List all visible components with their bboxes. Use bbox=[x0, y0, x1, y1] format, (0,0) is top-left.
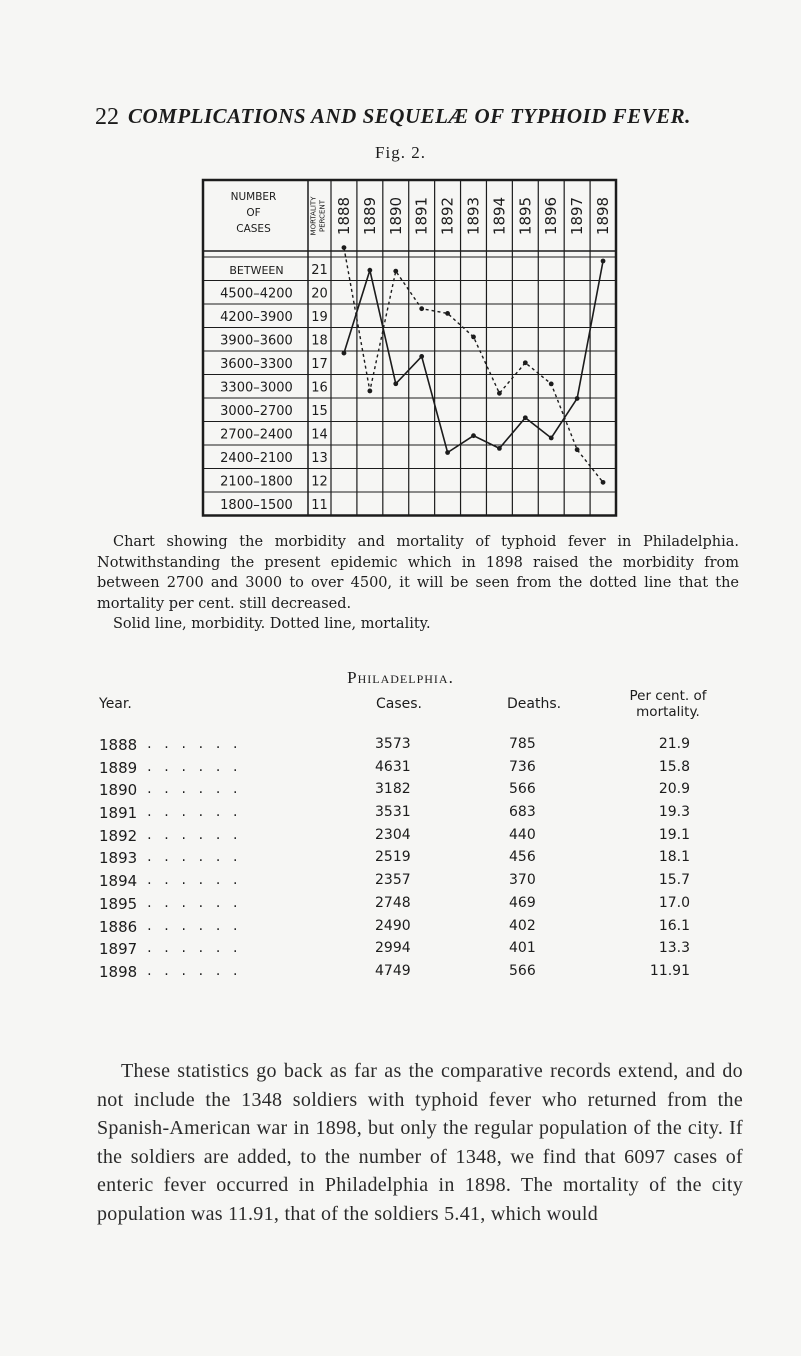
table-row bbox=[99, 918, 739, 941]
cases-cell: 2490 bbox=[375, 917, 411, 934]
statistics-table bbox=[99, 690, 739, 986]
row-range-label: BETWEEN bbox=[229, 263, 284, 277]
percent-cell: 15.8 bbox=[658, 758, 690, 775]
row-range-label: 4200–3900 bbox=[220, 309, 293, 325]
table-title: Philadelphia. bbox=[347, 668, 454, 687]
morbidity-point bbox=[445, 450, 450, 455]
mortality-tick-label: 18 bbox=[311, 333, 328, 349]
morbidity-point bbox=[342, 351, 347, 356]
row-range-label: 3300–3000 bbox=[220, 380, 293, 396]
year-tick-label: 1890 bbox=[386, 196, 405, 236]
cases-cell: 2994 bbox=[375, 940, 411, 957]
year-cell: 1890 bbox=[99, 781, 138, 800]
deaths-cell: 401 bbox=[509, 940, 536, 957]
row-range-label: 3000–2700 bbox=[220, 403, 293, 419]
mortality-tick-label: 17 bbox=[311, 356, 328, 372]
year-cell: 1892 bbox=[99, 826, 138, 845]
header-deaths: Deaths. bbox=[507, 696, 562, 712]
percent-cell: 16.1 bbox=[658, 917, 690, 934]
percent-cell: 21.9 bbox=[658, 736, 690, 752]
mortality-header-label: PERCENT bbox=[318, 200, 327, 232]
table-row bbox=[99, 895, 739, 918]
mortality-tick-label: 13 bbox=[311, 450, 328, 466]
cases-cell: 2748 bbox=[375, 894, 411, 911]
header-percent-line2: mortality. bbox=[636, 704, 700, 720]
body-paragraph: These statistics go back as far as the comparative records extend, and do not include the 1348 soldiers with typhoid fever who returned from the Spanish-American war in 1898, but only the regular population of the city. If the soldiers are added, to the number of 1348, we find that 6097 cases of enteric fever occurred in Philadelphia in 1898. The mortality of the city population was 11.91, that of the soldiers 5.41, which would bbox=[97, 1060, 743, 1225]
morbidity-point bbox=[549, 436, 554, 441]
year-tick-label: 1894 bbox=[490, 196, 509, 236]
table-header-row bbox=[99, 690, 739, 736]
mortality-point bbox=[575, 447, 580, 452]
mortality-point bbox=[367, 389, 372, 394]
morbidity-mortality-chart bbox=[0, 0, 801, 530]
mortality-point bbox=[393, 269, 398, 274]
table-row bbox=[99, 736, 739, 759]
year-tick-label: 1895 bbox=[516, 196, 535, 236]
mortality-tick-label: 12 bbox=[311, 474, 328, 490]
leader-dots: ․․․․․․ bbox=[147, 849, 251, 866]
caption-legend: Solid line, morbidity. Dotted line, mortality. bbox=[113, 616, 431, 632]
header-percent-line1: Per cent. of bbox=[629, 688, 707, 704]
row-header-label: OF bbox=[246, 207, 261, 219]
percent-cell: 20.9 bbox=[658, 781, 690, 798]
row-range-label: 3600–3300 bbox=[220, 356, 293, 372]
year-cell: 1898 bbox=[99, 962, 138, 981]
percent-cell: 11.91 bbox=[649, 962, 690, 979]
year-tick-label: 1888 bbox=[334, 196, 353, 236]
morbidity-point bbox=[393, 381, 398, 386]
mortality-point bbox=[549, 382, 554, 387]
table-row bbox=[99, 827, 739, 850]
year-tick-label: 1889 bbox=[360, 196, 379, 236]
deaths-cell: 736 bbox=[509, 758, 536, 775]
percent-cell: 13.3 bbox=[658, 940, 690, 957]
figure-caption bbox=[97, 532, 739, 635]
mortality-tick-label: 11 bbox=[311, 497, 328, 513]
leader-dots: ․․․․․․ bbox=[147, 894, 251, 911]
deaths-cell: 456 bbox=[509, 849, 536, 866]
body-text bbox=[97, 1057, 743, 1228]
morbidity-point bbox=[523, 415, 528, 420]
leader-dots: ․․․․․․ bbox=[147, 804, 251, 821]
year-cell: 1897 bbox=[99, 940, 138, 959]
year-cell: 1886 bbox=[99, 917, 138, 936]
mortality-tick-label: 20 bbox=[311, 286, 328, 302]
deaths-cell: 566 bbox=[509, 781, 536, 798]
leader-dots: ․․․․․․ bbox=[147, 940, 251, 957]
leader-dots: ․․․․․․ bbox=[147, 758, 251, 775]
cases-cell: 2357 bbox=[375, 872, 411, 889]
row-header-label: NUMBER bbox=[230, 191, 277, 203]
mortality-point bbox=[601, 480, 606, 485]
year-cell: 1888 bbox=[99, 736, 138, 754]
year-cell: 1889 bbox=[99, 758, 138, 777]
year-cell: 1894 bbox=[99, 872, 138, 891]
year-tick-label: 1892 bbox=[438, 196, 457, 236]
mortality-tick-label: 14 bbox=[311, 427, 328, 443]
year-cell: 1891 bbox=[99, 804, 138, 823]
percent-cell: 15.7 bbox=[658, 872, 690, 889]
morbidity-point bbox=[471, 433, 476, 438]
cases-cell: 3573 bbox=[375, 736, 411, 752]
morbidity-point bbox=[367, 268, 372, 273]
cases-cell: 2519 bbox=[375, 849, 411, 866]
percent-cell: 18.1 bbox=[658, 849, 690, 866]
morbidity-point bbox=[497, 446, 502, 451]
cases-cell: 4749 bbox=[375, 962, 411, 979]
deaths-cell: 683 bbox=[509, 804, 536, 821]
row-header-label: CASES bbox=[236, 223, 271, 235]
table-row bbox=[99, 872, 739, 895]
cases-cell: 4631 bbox=[375, 758, 411, 775]
mortality-point bbox=[523, 360, 528, 365]
leader-dots: ․․․․․․ bbox=[147, 781, 251, 798]
mortality-point bbox=[419, 306, 424, 311]
figure-label: Fig. 2. bbox=[375, 143, 426, 162]
row-range-label: 2400–2100 bbox=[220, 450, 293, 466]
deaths-cell: 785 bbox=[509, 736, 536, 752]
table-row bbox=[99, 963, 739, 986]
morbidity-point bbox=[419, 354, 424, 359]
leader-dots: ․․․․․․ bbox=[147, 826, 251, 843]
row-range-label: 4500–4200 bbox=[220, 286, 293, 302]
year-cell: 1893 bbox=[99, 849, 138, 868]
header-cases: Cases. bbox=[376, 696, 423, 712]
deaths-cell: 402 bbox=[509, 917, 536, 934]
leader-dots: ․․․․․․ bbox=[147, 917, 251, 934]
header-percent bbox=[608, 688, 728, 720]
mortality-header-label: MORTALITY bbox=[309, 196, 318, 236]
year-cell: 1895 bbox=[99, 894, 138, 913]
year-tick-label: 1893 bbox=[464, 196, 483, 236]
deaths-cell: 566 bbox=[509, 962, 536, 979]
deaths-cell: 440 bbox=[509, 826, 536, 843]
mortality-point bbox=[471, 335, 476, 340]
header-year: Year. bbox=[99, 696, 132, 712]
year-tick-label: 1898 bbox=[594, 196, 613, 236]
percent-cell: 17.0 bbox=[658, 894, 690, 911]
cases-cell: 3182 bbox=[375, 781, 411, 798]
row-range-label: 1800–1500 bbox=[220, 497, 293, 513]
deaths-cell: 469 bbox=[509, 894, 536, 911]
table-body bbox=[99, 736, 739, 986]
table-row bbox=[99, 759, 739, 782]
mortality-point bbox=[342, 245, 347, 250]
leader-dots: ․․․․․․ bbox=[147, 736, 251, 752]
mortality-tick-label: 21 bbox=[311, 262, 328, 278]
mortality-point bbox=[497, 391, 502, 396]
cases-cell: 2304 bbox=[375, 826, 411, 843]
page-number: 22 bbox=[95, 104, 119, 130]
row-range-label: 3900–3600 bbox=[220, 333, 293, 349]
caption-paragraph: Chart showing the morbidity and mortality of typhoid fever in Philadelphia. Notwithstanding the present epidemic which in 1898 raised the morbidity from between 2700 and 3000 to over 4500, it will be seen from the dotted line that the mortality per cent. still decreased. bbox=[97, 534, 739, 612]
mortality-tick-label: 19 bbox=[311, 309, 328, 325]
morbidity-point bbox=[575, 396, 580, 401]
mortality-tick-label: 15 bbox=[311, 403, 328, 419]
mortality-point bbox=[445, 311, 450, 316]
leader-dots: ․․․․․․ bbox=[147, 962, 251, 979]
row-range-label: 2700–2400 bbox=[220, 427, 293, 443]
deaths-cell: 370 bbox=[509, 872, 536, 889]
percent-cell: 19.3 bbox=[658, 804, 690, 821]
cases-cell: 3531 bbox=[375, 804, 411, 821]
table-row bbox=[99, 940, 739, 963]
mortality-tick-label: 16 bbox=[311, 380, 328, 396]
morbidity-point bbox=[601, 259, 606, 264]
year-tick-label: 1897 bbox=[568, 196, 587, 236]
table-row bbox=[99, 781, 739, 804]
table-row bbox=[99, 804, 739, 827]
row-range-label: 2100–1800 bbox=[220, 474, 293, 490]
year-tick-label: 1891 bbox=[412, 196, 431, 236]
table-row bbox=[99, 849, 739, 872]
running-title: COMPLICATIONS AND SEQUELÆ OF TYPHOID FEVER. bbox=[128, 104, 691, 128]
leader-dots: ․․․․․․ bbox=[147, 872, 251, 889]
percent-cell: 19.1 bbox=[658, 826, 690, 843]
year-tick-label: 1896 bbox=[542, 196, 561, 236]
